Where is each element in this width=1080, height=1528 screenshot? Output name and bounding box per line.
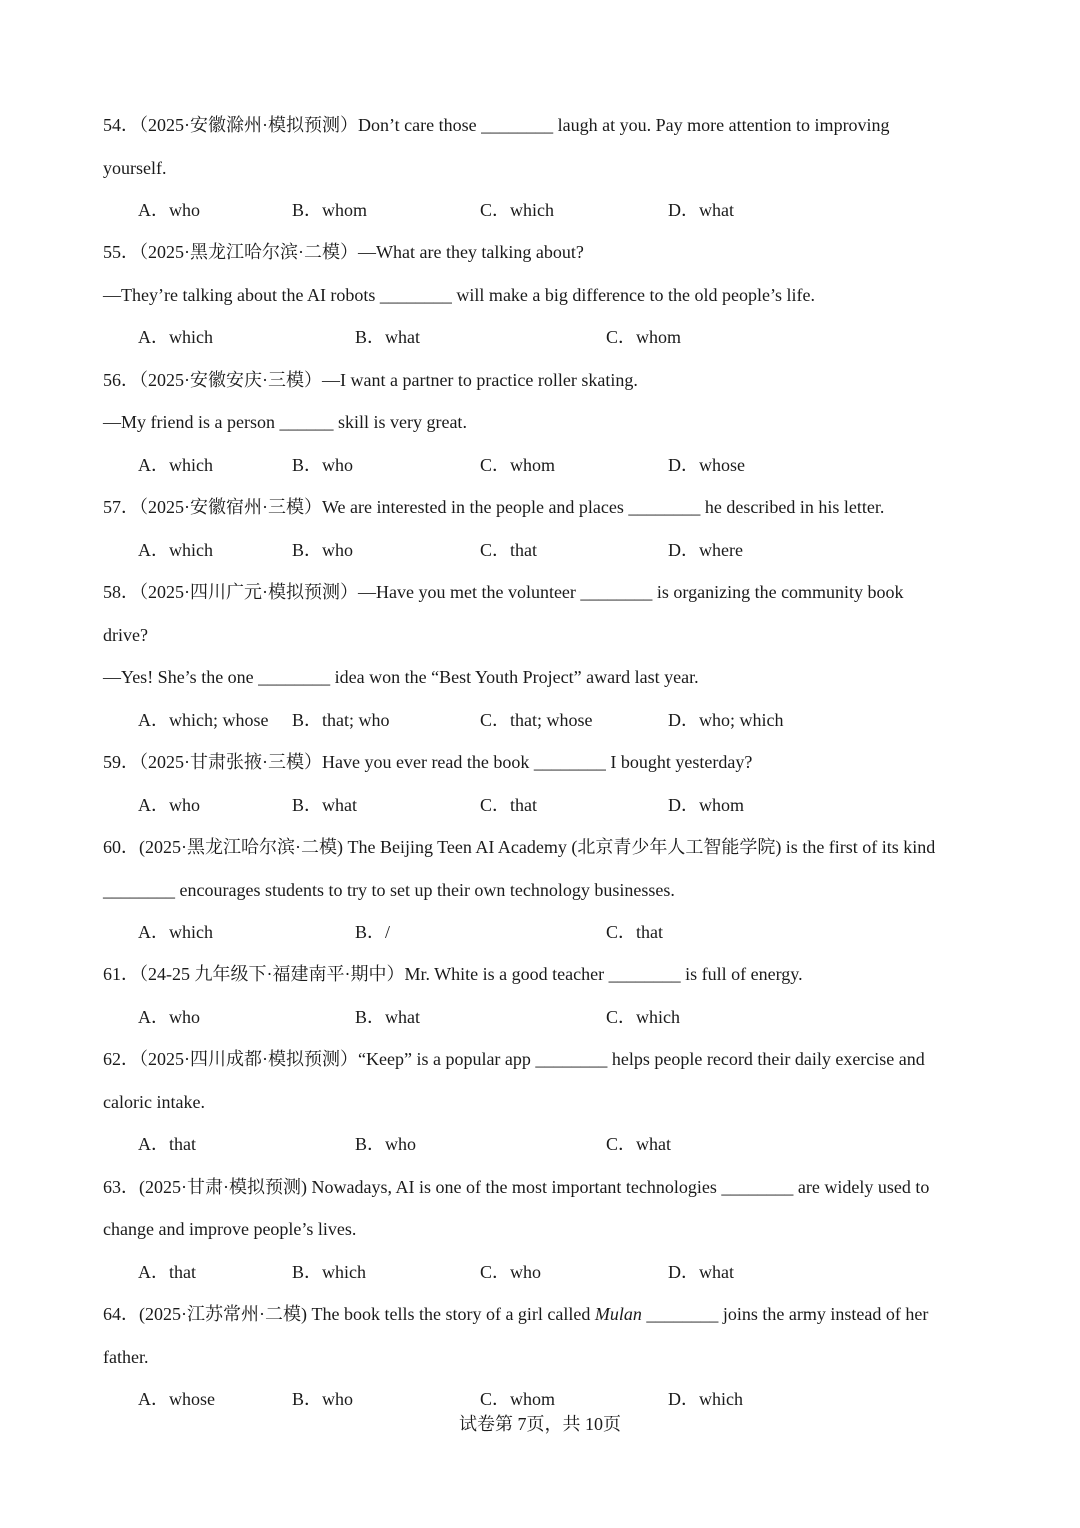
- q54-option-b: B．whom: [292, 200, 368, 220]
- question-56-stem-cont: —My friend is a person ______ skill is very great.: [103, 412, 467, 432]
- q59-option-a: A．who: [138, 795, 200, 815]
- q55-option-c: C．whom: [606, 327, 682, 347]
- question-60-stem-cont: ________ encourages students to try to set up their own technology businesses.: [103, 880, 675, 900]
- question-59-stem: 59．（2025·甘肃张掖·三模）Have you ever read the book ________ I bought yesterday?: [103, 752, 753, 772]
- q64-option-c: C．whom: [480, 1389, 556, 1409]
- q64-option-b: B．who: [292, 1389, 354, 1409]
- q58-option-b: B．that; who: [292, 710, 390, 730]
- q54-option-a: A．who: [138, 200, 200, 220]
- question-63-stem: 63．(2025·甘肃·模拟预测) Nowadays, AI is one of the most important technologies ________ are widely used to: [103, 1177, 930, 1197]
- question-55-stem: 55．（2025·黑龙江哈尔滨·二模）—What are they talking about?: [103, 242, 584, 262]
- q58-option-a: A．which; whose: [138, 710, 269, 730]
- q64-stem-after: ________ joins the army instead of her: [641, 1304, 929, 1324]
- q57-option-a: A．which: [138, 540, 213, 560]
- q62-option-c: C．what: [606, 1134, 671, 1154]
- q60-option-b: B．/: [355, 922, 391, 942]
- q64-stem-before: 64．(2025·江苏常州·二模) The book tells the story of a girl called: [103, 1304, 595, 1324]
- question-60-stem: 60．(2025·黑龙江哈尔滨·二模) The Beijing Teen AI Academy (北京青少年人工智能学院) is the first of its kind: [103, 837, 936, 857]
- question-63-stem-cont: change and improve people’s lives.: [103, 1219, 357, 1239]
- q57-option-c: C．that: [480, 540, 537, 560]
- q56-option-d: D．whose: [668, 455, 745, 475]
- question-57-stem: 57．（2025·安徽宿州·三模）We are interested in the people and places ________ he described in his letter.: [103, 497, 885, 517]
- q64-stem-title-italic: Mulan: [594, 1304, 642, 1324]
- q60-option-c: C．that: [606, 922, 663, 942]
- q61-option-b: B．what: [355, 1007, 420, 1027]
- question-62-stem-cont: caloric intake.: [103, 1092, 205, 1112]
- q63-option-b: B．which: [292, 1262, 366, 1282]
- q63-option-c: C．who: [480, 1262, 542, 1282]
- question-58-stem-cont: drive?: [103, 625, 148, 645]
- q59-option-b: B．what: [292, 795, 357, 815]
- question-55-stem-cont: —They’re talking about the AI robots ________ will make a big difference to the old people’s life.: [103, 285, 815, 305]
- q56-option-a: A．which: [138, 455, 213, 475]
- question-61-stem: 61．（24-25 九年级下·福建南平·期中）Mr. White is a good teacher ________ is full of energy.: [103, 964, 803, 984]
- q55-option-b: B．what: [355, 327, 420, 347]
- q55-option-a: A．which: [138, 327, 213, 347]
- q64-option-a: A．whose: [138, 1389, 215, 1409]
- question-58-stem-reply: —Yes! She’s the one ________ idea won the “Best Youth Project” award last year.: [103, 667, 699, 687]
- question-56-stem: 56．（2025·安徽安庆·三模）—I want a partner to practice roller skating.: [103, 370, 638, 390]
- question-54-stem: 54．（2025·安徽滁州·模拟预测）Don’t care those ________ laugh at you. Pay more attention to improving: [103, 115, 890, 135]
- q61-option-c: C．which: [606, 1007, 680, 1027]
- q54-option-c: C．which: [480, 200, 554, 220]
- q62-option-a: A．that: [138, 1134, 196, 1154]
- question-64-stem: [103, 1303, 980, 1325]
- q62-option-b: B．who: [355, 1134, 417, 1154]
- q54-option-d: D．what: [668, 200, 734, 220]
- q63-option-a: A．that: [138, 1262, 196, 1282]
- question-58-stem: 58．（2025·四川广元·模拟预测）—Have you met the volunteer ________ is organizing the community book: [103, 582, 904, 602]
- q59-option-d: D．whom: [668, 795, 744, 815]
- q64-option-d: D．which: [668, 1389, 743, 1409]
- q60-option-a: A．which: [138, 922, 213, 942]
- q58-option-c: C．that; whose: [480, 710, 593, 730]
- page-footer: 试卷第 7页，共 10页: [459, 1414, 621, 1434]
- q56-option-b: B．who: [292, 455, 354, 475]
- q63-option-d: D．what: [668, 1262, 734, 1282]
- q57-option-b: B．who: [292, 540, 354, 560]
- q58-option-d: D．who; which: [668, 710, 784, 730]
- question-64-stem-cont: father.: [103, 1347, 149, 1367]
- q61-option-a: A．who: [138, 1007, 200, 1027]
- question-62-stem: 62．（2025·四川成都·模拟预测）“Keep” is a popular app ________ helps people record their daily exercise and: [103, 1049, 925, 1069]
- question-54-stem-cont: yourself.: [103, 158, 167, 178]
- q56-option-c: C．whom: [480, 455, 556, 475]
- q59-option-c: C．that: [480, 795, 537, 815]
- q57-option-d: D．where: [668, 540, 743, 560]
